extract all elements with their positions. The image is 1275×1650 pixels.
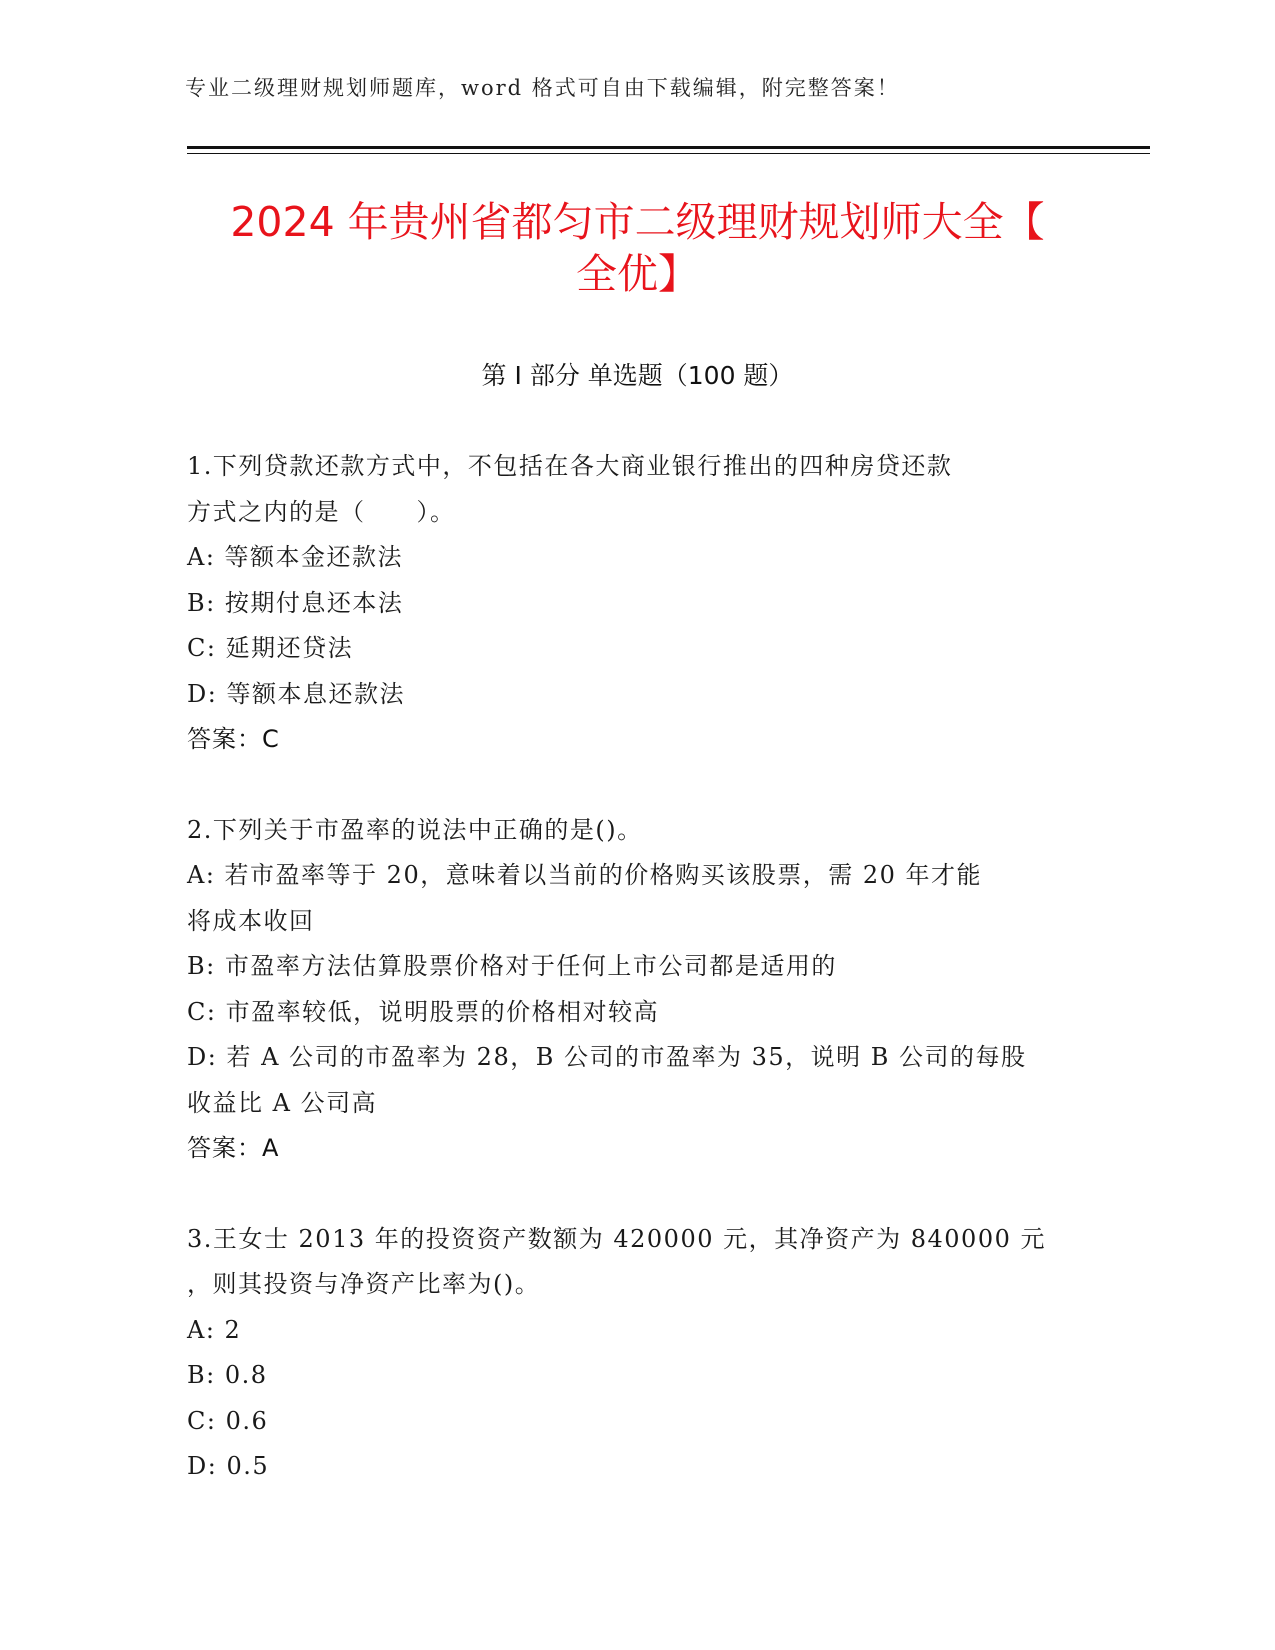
question-1 (187, 444, 1087, 763)
option-d: D: 0.5 (187, 1452, 270, 1480)
option-d: D: 若 A 公司的市盈率为 28，B 公司的市盈率为 35，说明 B 公司的每股 (187, 1043, 1027, 1071)
header-note: 专业二级理财规划师题库，word 格式可自由下载编辑，附完整答案！ (185, 76, 900, 100)
question-stem-continued: ，则其投资与净资产比率为()。 (187, 1270, 541, 1298)
question-stem: 2.下列关于市盈率的说法中正确的是()。 (187, 815, 643, 844)
question-stem: 3.王女士 2013 年的投资资产数额为 420000 元，其净资产为 840000 元 (187, 1224, 1046, 1253)
question-3 (187, 1217, 1087, 1490)
title-line-1: 2024 年贵州省都匀市二级理财规划师大全【 (230, 198, 1045, 246)
option-c: C: 延期还贷法 (187, 634, 354, 662)
option-b: B: 按期付息还本法 (187, 588, 404, 617)
option-c: C: 0.6 (187, 1406, 269, 1435)
option-d-continued: 收益比 A 公司高 (187, 1088, 378, 1117)
option-b: B: 市盈率方法估算股票价格对于任何上市公司都是适用的 (187, 952, 837, 980)
option-b: B: 0.8 (187, 1361, 268, 1389)
option-a: A: 2 (187, 1315, 242, 1344)
section-heading: 第 I 部分 单选题（100 题） (481, 361, 794, 390)
header-rule-thin (187, 153, 1150, 154)
question-2 (187, 808, 1087, 1172)
title-line-2: 全优】 (576, 250, 699, 298)
question-list (187, 444, 1087, 1535)
answer: 答案：C (187, 725, 280, 753)
option-a-continued: 将成本收回 (187, 906, 315, 935)
answer: 答案：A (187, 1134, 280, 1162)
question-stem: 1.下列贷款还款方式中，不包括在各大商业银行推出的四种房贷还款 (187, 452, 953, 480)
option-d: D: 等额本息还款法 (187, 679, 405, 708)
question-stem-continued: 方式之内的是（ ）。 (187, 497, 456, 526)
option-c: C: 市盈率较低，说明股票的价格相对较高 (187, 997, 660, 1026)
header-rule (187, 146, 1150, 149)
option-a: A: 若市盈率等于 20，意味着以当前的价格购买该股票，需 20 年才能 (187, 861, 983, 889)
option-a: A: 等额本金还款法 (187, 543, 404, 571)
document-title (180, 196, 1095, 300)
